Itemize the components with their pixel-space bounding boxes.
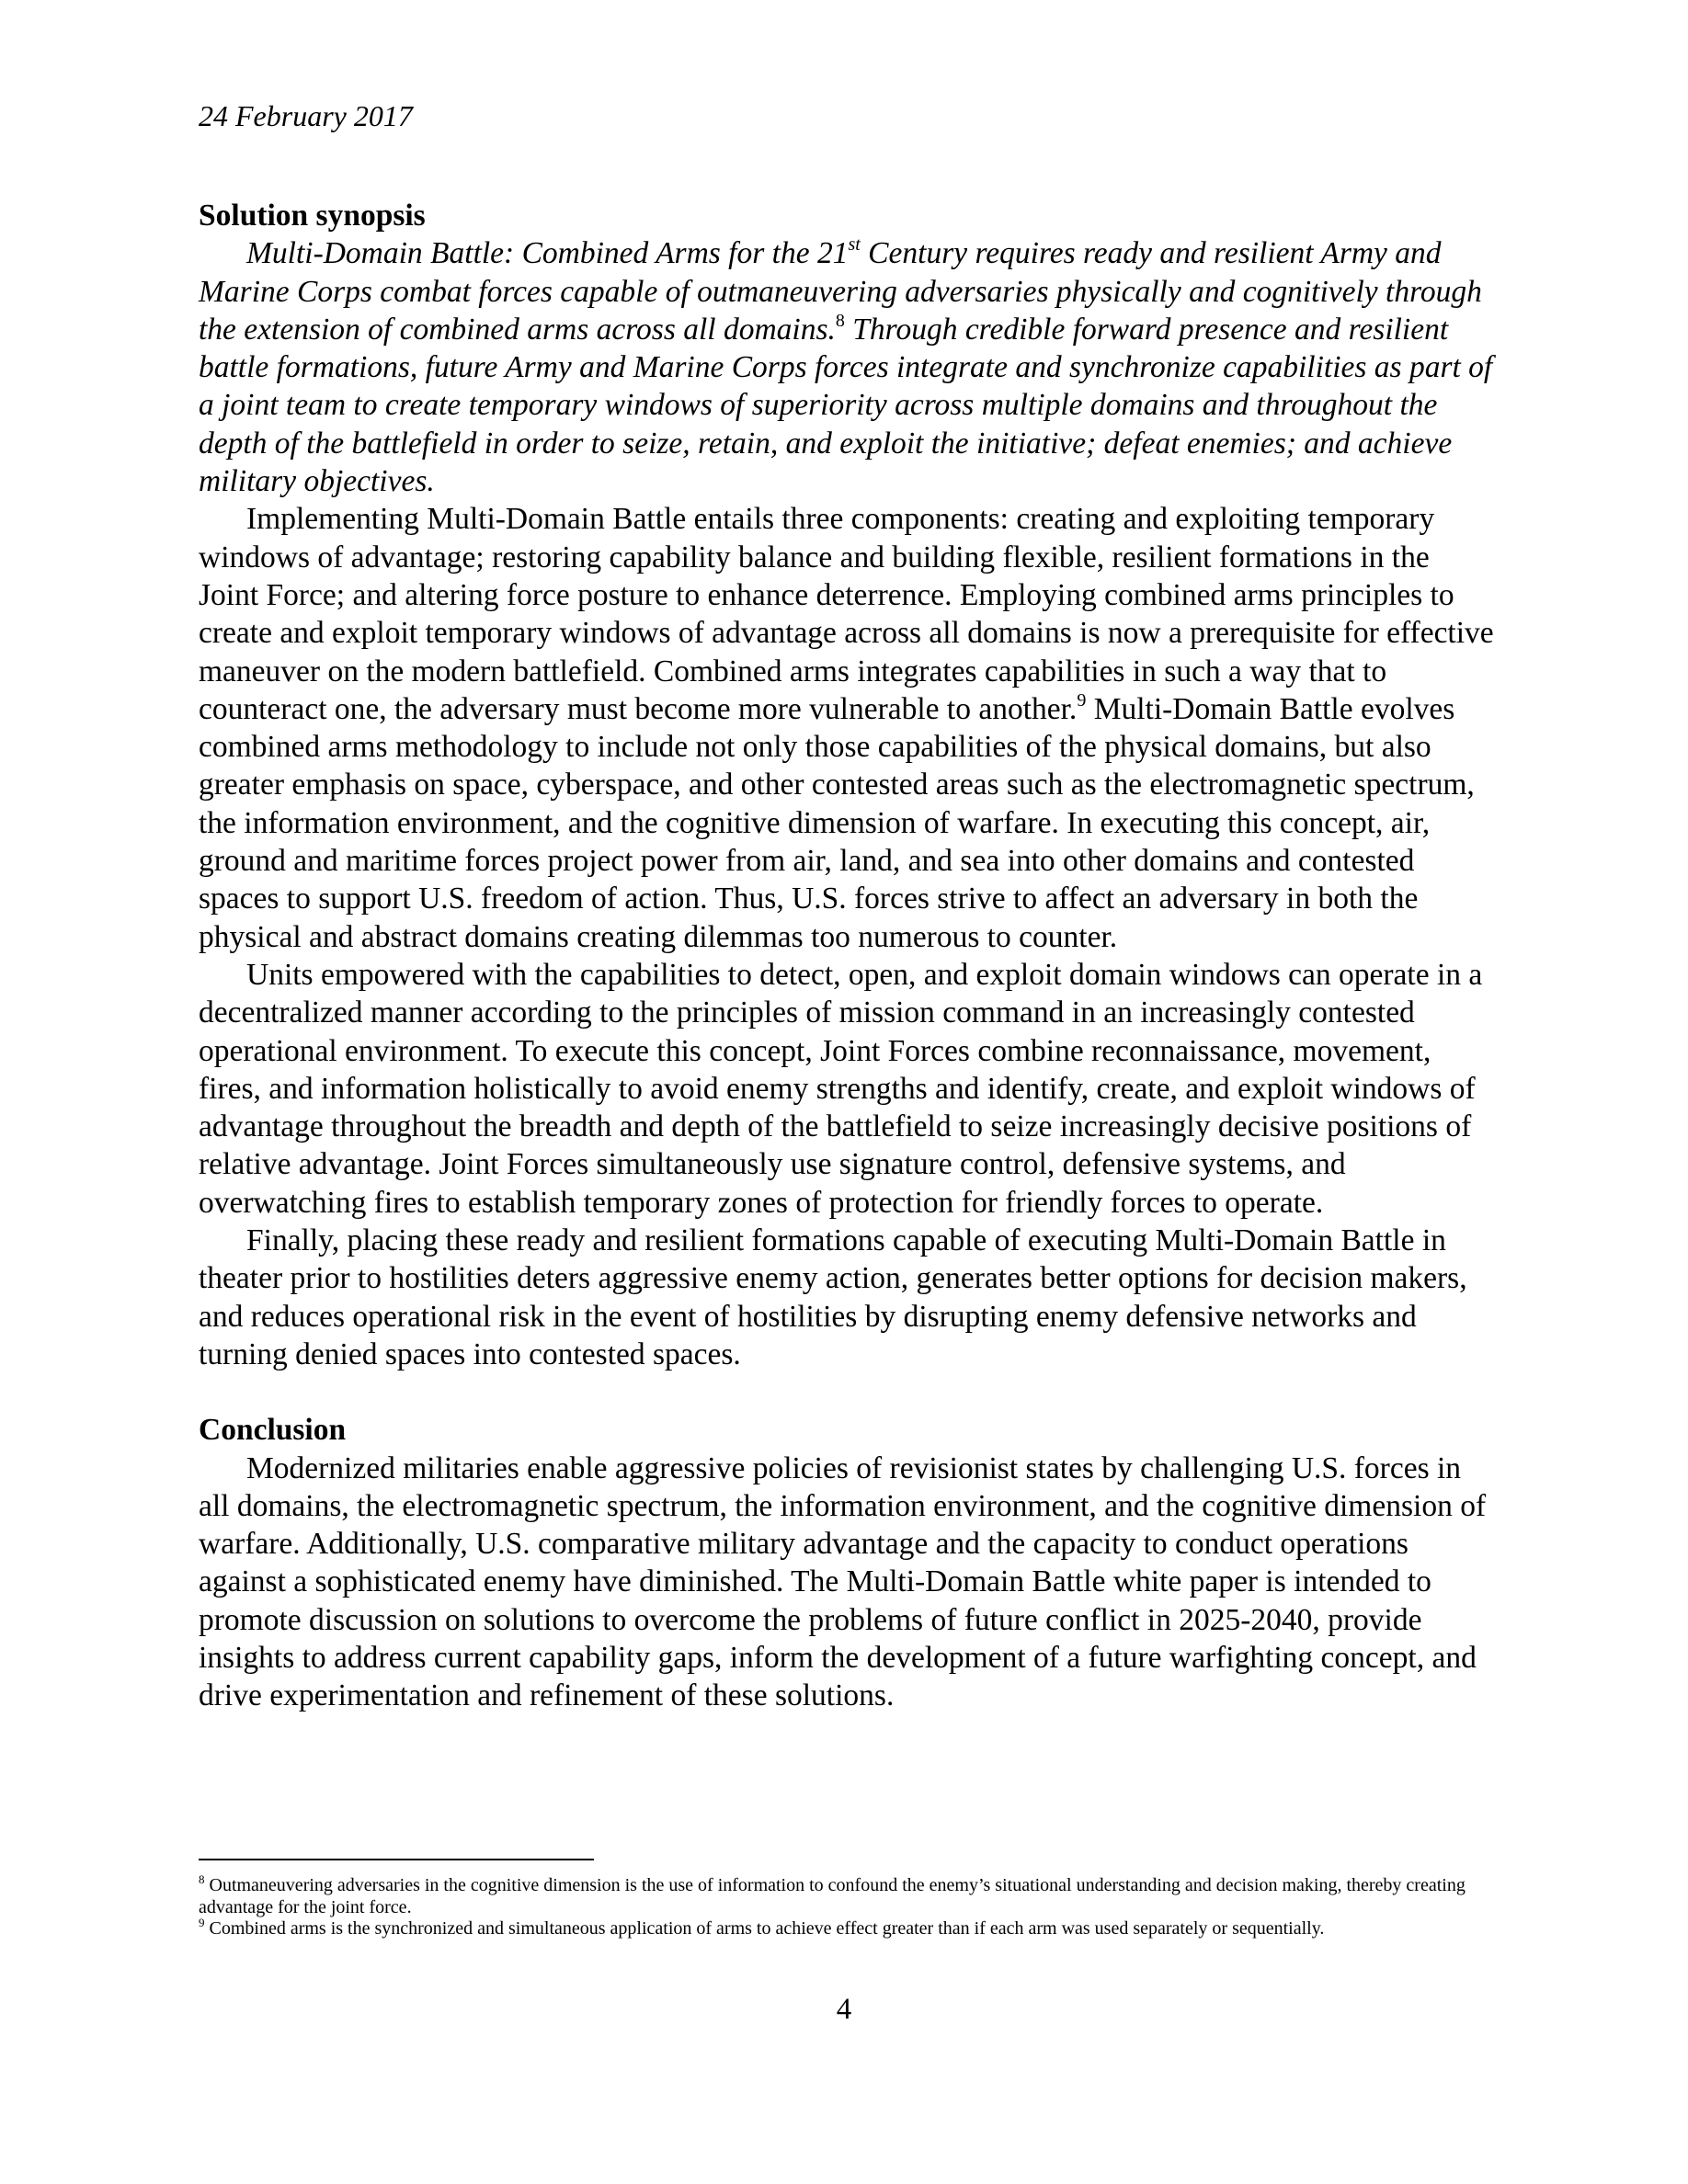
synopsis-p1-text-c: Through credible forward presence and resilient battle formations, future Army and Marine Corps forces integrate and synchronize capabilities as part of a joint team to create temporary windows of superiority across multiple domains and throughout the depth of the battlefield in order to seize, retain, and exploit the initiative; defeat enemies; and achieve military objectives. [199, 312, 1493, 499]
footnote-ref-9[interactable]: 9 [1077, 689, 1087, 711]
footnotes [199, 1872, 1495, 1940]
main-body [199, 197, 1495, 1715]
page-header-date: 24 February 2017 [199, 99, 413, 132]
solution-synopsis-heading: Solution synopsis [199, 199, 426, 233]
footnote-ref-8[interactable]: 8 [835, 310, 845, 331]
synopsis-p1-text-b: Century requires ready and resilient Army and Marine Corps combat forces capable of outmaneuvering adversaries physically and cognitively through the extension of combined arms across all domains. [199, 236, 1482, 347]
synopsis-p1-text-a: Multi-Domain Battle: Combined Arms for the 21 [246, 236, 849, 271]
footnote-8 [199, 1872, 1495, 1918]
footnote-number: 8 [199, 1872, 205, 1887]
footnote-text: Combined arms is the synchronized and simultaneous application of arms to achieve effect greater than if each arm was used separately or sequentially. [204, 1918, 1325, 1939]
synopsis-p2-text-b: Multi-Domain Battle evolves combined arms methodology to include not only those capabilities of the physical domains, but also greater emphasis on space, cyberspace, and other contested areas such as the electromagnetic spectrum, the information environment, and the cognitive dimension of warfare. In executing this concept, air, ground and maritime forces project power from air, land, and sea into other domains and contested spaces to support U.S. freedom of action. Thus, U.S. forces strive to affect an adversary in both the physical and abstract domains creating dilemmas too numerous to counter. [199, 691, 1475, 954]
footnote-text: Outmaneuvering adversaries in the cognitive dimension is the use of information to confound the enemy’s situational understanding and decision making, thereby creating advantage for the joint force. [199, 1875, 1466, 1917]
solution-synopsis-paragraph-2 [199, 500, 1495, 956]
solution-synopsis-paragraph-1 [199, 234, 1495, 500]
synopsis-p2-text-a: Implementing Multi-Domain Battle entails three components: creating and exploiting temporary windows of advantage; restoring capability balance and building flexible, resilient formations in the Joint Force; and altering force posture to enhance deterrence. Employing combined arms principles to create and exploit temporary windows of advantage across all domains is now a prerequisite for effective maneuver on the modern battlefield. Combined arms integrates capabilities in such a way that to counteract one, the adversary must become more vulnerable to another. [199, 502, 1494, 726]
solution-synopsis-paragraph-3: Units empowered with the capabilities to detect, open, and exploit domain windows can operate in a decentralized manner according to the principles of mission command in an increasingly contested operational environment. To execute this concept, Joint Forces combine reconnaissance, movement, fires, and information holistically to avoid enemy strengths and identify, create, and exploit windows of advantage throughout the breadth and depth of the battlefield to seize increasingly decisive positions of relative advantage. Joint Forces simultaneously use signature control, defensive systems, and overwatching fires to establish temporary zones of protection for friendly forces to operate. [199, 957, 1483, 1220]
page-number: 4 [836, 1993, 852, 2026]
conclusion-heading: Conclusion [199, 1413, 347, 1448]
conclusion-paragraph-1: Modernized militaries enable aggressive policies of revisionist states by challenging U.S. forces in all domains, the electromagnetic spectrum, the information environment, and the cognitive dimension of warfare. Additionally, U.S. comparative military advantage and the capacity to conduct operations against a sophisticated enemy have diminished. The Multi-Domain Battle white paper is intended to promote discussion on solutions to overcome the problems of future conflict in 2025-2040, provide insights to address current capability gaps, inform the development of a future warfighting concept, and drive experimentation and refinement of these solutions. [199, 1450, 1487, 1713]
footnote-9 [199, 1918, 1495, 1940]
section-spacer [199, 1373, 1495, 1411]
ordinal-superscript: st [848, 234, 861, 256]
footnote-separator [199, 1859, 594, 1860]
footnote-number: 9 [199, 1916, 205, 1930]
solution-synopsis-paragraph-4: Finally, placing these ready and resilient formations capable of executing Multi-Domain Battle in theater prior to hostilities deters aggressive enemy action, generates better options for decision makers, and reduces operational risk in the event of hostilities by disrupting enemy defensive networks and turning denied spaces into contested spaces. [199, 1223, 1467, 1371]
